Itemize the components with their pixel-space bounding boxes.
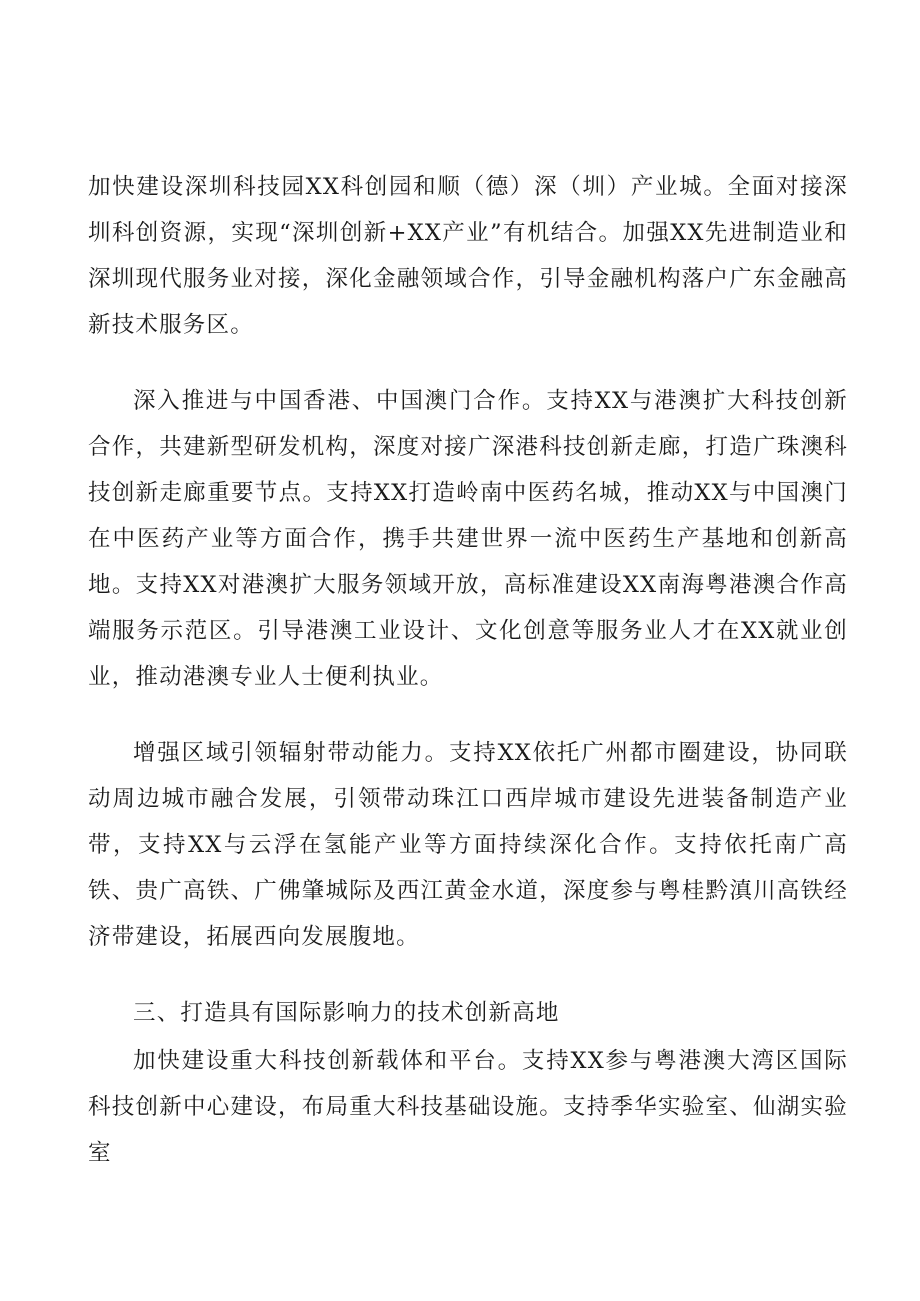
paragraph-hk-macao-cooperation: 深入推进与中国香港、中国澳门合作。支持XX与港澳扩大科技创新合作，共建新型研发机构，深度对接广深港科技创新走廊，打造广珠澳科技创新走廊重要节点。支持XX打造岭南中医药名城，推动XX与中国澳门在中医药产业等方面合作，携手共建世界一流中医药生产基地和创新高地。支持XX对港澳扩大服务领域开放，高标准建设XX南海粤港澳合作高端服务示范区。引导港澳工业设计、文化创意等服务业人才在XX就业创业，推动港澳专业人士便利执业。 — [88, 388, 848, 690]
paragraph-major-platforms: 加快建设重大科技创新载体和平台。支持XX参与粤港澳大湾区国际科技创新中心建设，布局重大科技基础设施。支持季华实验室、仙湖实验室 — [88, 1048, 848, 1166]
section-heading-tech-innovation: 三、打造具有国际影响力的技术创新高地 — [133, 1000, 560, 1026]
paragraph-regional-radiation: 增强区域引领辐射带动能力。支持XX依托广州都市圈建设，协同联动周边城市融合发展，引领带动珠江口西岸城市建设先进装备制造产业带，支持XX与云浮在氢能产业等方面持续深化合作。支持依托南广高铁、贵广高铁、广佛肇城际及西江黄金水道，深度参与粤桂黔滇川高铁经济带建设，拓展西向发展腹地。 — [88, 740, 848, 950]
paragraph-shenzhen-cooperation: 加快建设深圳科技园XX科创园和顺（德）深（圳）产业城。全面对接深圳科创资源，实现“深圳创新+XX产业”有机结合。加强XX先进制造业和深圳现代服务业对接，深化金融领域合作，引导金融机构落户广东金融高新技术服务区。 — [88, 174, 848, 338]
